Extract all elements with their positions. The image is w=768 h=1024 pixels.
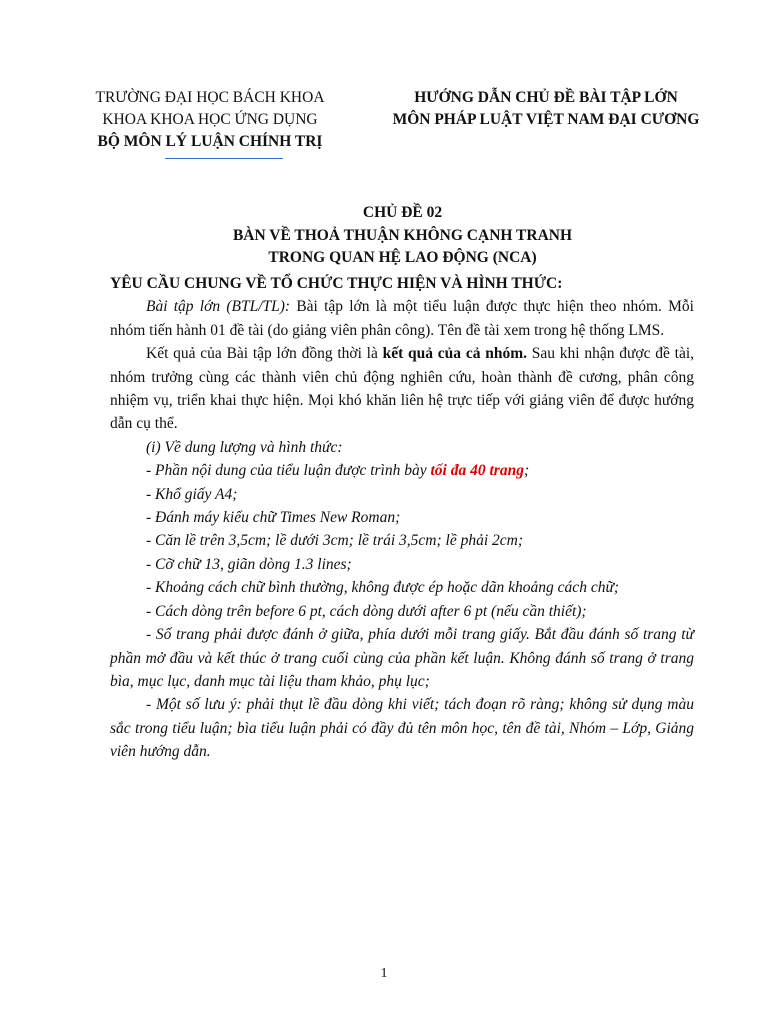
guide-title: HƯỚNG DẪN CHỦ ĐỀ BÀI TẬP LỚN xyxy=(414,89,678,106)
btl-label: Bài tập lớn (BTL/TL): xyxy=(146,298,291,316)
document-body xyxy=(110,272,694,764)
list-item: - Khoảng cách chữ bình thường, không được ép hoặc dãn khoảng cách chữ; xyxy=(146,579,620,597)
faculty-name: KHOA KHOA HỌC ỨNG DỤNG xyxy=(102,111,318,128)
result-text-end: Sau khi nhận được đề tài, nhóm trưởng cùng các thành viên chủ động nghiên cứu, hoàn thành đề cương, phân công nhiệm vụ, triển khai thực hiện. Mọi khó khăn liên hệ trực tiếp với giảng viên để được hướng dẫn cụ thể. xyxy=(110,345,694,433)
list-item: - Cách dòng trên before 6 pt, cách dòng dưới after 6 pt (nếu cần thiết); xyxy=(146,602,587,620)
university-name: TRƯỜNG ĐẠI HỌC BÁCH KHOA xyxy=(95,89,325,106)
topic-title-line2: TRONG QUAN HỆ LAO ĐỘNG (NCA) xyxy=(268,249,537,266)
paragraph-btl xyxy=(110,295,694,342)
header-left xyxy=(70,87,350,153)
header-right xyxy=(368,87,724,131)
btl-text: Bài tập lớn là một tiểu luận được thực hiện theo nhóm. Mỗi nhóm tiến hành 01 đề tài (do giảng viên phân công). Tên đề tài xem trong hệ thống LMS. xyxy=(110,298,694,339)
sub-heading-format: (i) Về dung lượng và hình thức: xyxy=(146,438,343,456)
page-limit-emphasis: tối đa 40 trang xyxy=(430,462,524,480)
list-item xyxy=(110,459,694,482)
list-item: - Đánh máy kiểu chữ Times New Roman; xyxy=(146,509,401,527)
section-heading: YÊU CẦU CHUNG VỀ TỔ CHỨC THỰC HIỆN VÀ HÌNH THỨC: xyxy=(110,275,563,292)
list-item: - Một số lưu ý: phải thụt lề đầu dòng khi viết; tách đoạn rõ ràng; không sử dụng màu sắc trong tiểu luận; bìa tiểu luận phải có đầy đủ tên môn học, tên đề tài, Nhóm – Lớp, Giảng viên hướng dẫn. xyxy=(110,696,694,761)
item1-start: - Phần nội dung của tiểu luận được trình bày xyxy=(146,462,431,480)
list-item: - Số trang phải được đánh ở giữa, phía dưới mỗi trang giấy. Bắt đầu đánh số trang từ phần mở đầu và kết thúc ở trang cuối cùng của phần kết luận. Không đánh số trang ở trang bìa, mục lục, danh mục tài liệu tham khảo, phụ lục; xyxy=(110,626,694,690)
paragraph-result xyxy=(110,342,694,436)
list-item: - Căn lề trên 3,5cm; lề dưới 3cm; lề trái 3,5cm; lề phải 2cm; xyxy=(146,532,524,550)
item1-end: ; xyxy=(523,462,530,480)
topic-number: CHỦ ĐỀ 02 xyxy=(362,204,443,221)
department-name: BỘ MÔN LÝ LUẬN CHÍNH TRỊ xyxy=(97,133,323,150)
list-item: - Cỡ chữ 13, giãn dòng 1.3 lines; xyxy=(146,555,352,573)
course-title: MÔN PHÁP LUẬT VIỆT NAM ĐẠI CƯƠNG xyxy=(392,111,700,128)
topic-title-block xyxy=(110,202,695,270)
header-underline xyxy=(165,158,283,159)
page-number: 1 xyxy=(380,966,388,981)
list-item: - Khổ giấy A4; xyxy=(146,485,238,503)
result-text-start: Kết quả của Bài tập lớn đồng thời là xyxy=(146,345,383,363)
result-text-bold: kết quả của cả nhóm. xyxy=(382,345,527,363)
topic-title-line1: BÀN VỀ THOẢ THUẬN KHÔNG CẠNH TRANH xyxy=(232,226,573,244)
